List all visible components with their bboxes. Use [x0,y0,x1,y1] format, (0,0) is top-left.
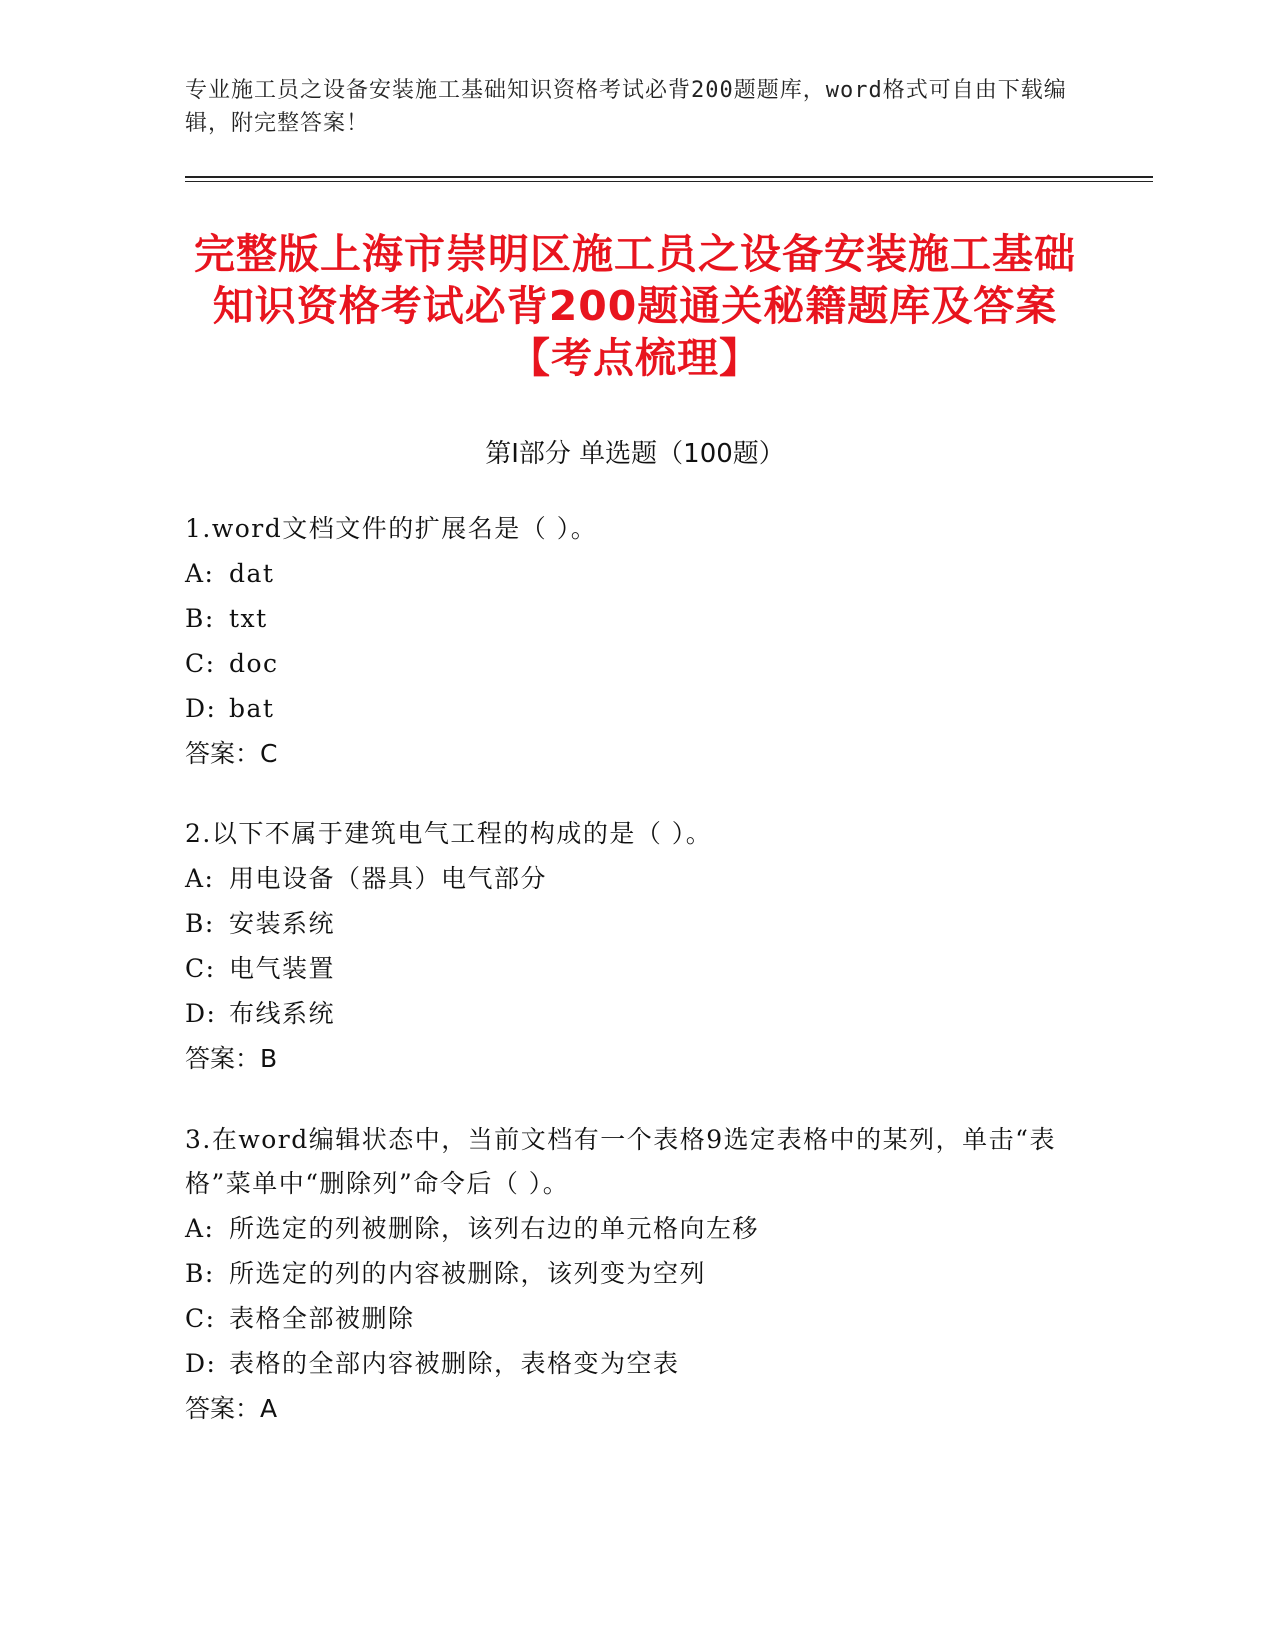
option-c [185,946,1085,991]
question-stem: 2.以下不属于建筑电气工程的构成的是（ ）。 [185,819,713,848]
option-text: 电气装置 [229,954,336,983]
option-text: 安装系统 [229,909,336,938]
section-title: 第Ⅰ部分 单选题（100题） [485,439,785,469]
option-key: A: [185,1214,215,1243]
option-c [185,641,1085,686]
header-divider-thin [185,181,1153,182]
option-key: B: [185,909,215,938]
option-b [185,1251,1085,1296]
option-text: 布线系统 [229,999,336,1028]
question-3 [185,1118,1085,1431]
option-a [185,856,1085,901]
option-a [185,1206,1085,1251]
header-divider [185,176,1153,178]
option-text: bat [229,694,275,723]
answer: 答案：C [185,739,278,768]
header-note: 专业施工员之设备安装施工基础知识资格考试必背200题题库，word格式可自由下载编辑，附完整答案！ [185,78,1067,136]
option-key: A: [185,559,215,588]
option-d [185,1341,1085,1386]
answer: 答案：B [185,1044,278,1073]
option-key: D: [185,999,217,1028]
option-text: 用电设备（器具）电气部分 [229,864,548,893]
option-key: C: [185,649,216,678]
question-stem: 1.word文档文件的扩展名是（ ）。 [185,514,598,543]
option-key: B: [185,604,215,633]
option-text: dat [229,559,275,588]
option-text: 所选定的列的内容被删除，该列变为空列 [229,1259,707,1288]
option-text: txt [229,604,268,633]
option-text: 表格的全部内容被删除，表格变为空表 [229,1349,680,1378]
option-key: C: [185,1304,216,1333]
question-2 [185,812,1085,1081]
option-a [185,551,1085,596]
option-b [185,596,1085,641]
option-d [185,991,1085,1036]
option-key: B: [185,1259,215,1288]
option-key: C: [185,954,216,983]
option-text: 所选定的列被删除，该列右边的单元格向左移 [229,1214,760,1243]
question-stem: 3.在word编辑状态中，当前文档有一个表格9选定表格中的某列，单击“表格”菜单中“删除列”命令后（ ）。 [185,1125,1056,1198]
option-text: doc [229,649,279,678]
option-text: 表格全部被删除 [229,1304,415,1333]
option-key: A: [185,864,215,893]
option-key: D: [185,1349,217,1378]
option-key: D: [185,694,217,723]
option-d [185,686,1085,731]
question-1 [185,507,1085,776]
option-c [185,1296,1085,1341]
option-b [185,901,1085,946]
answer: 答案：A [185,1394,278,1423]
document-title: 完整版上海市崇明区施工员之设备安装施工基础知识资格考试必背200题通关秘籍题库及答案【考点梳理】 [194,230,1076,382]
